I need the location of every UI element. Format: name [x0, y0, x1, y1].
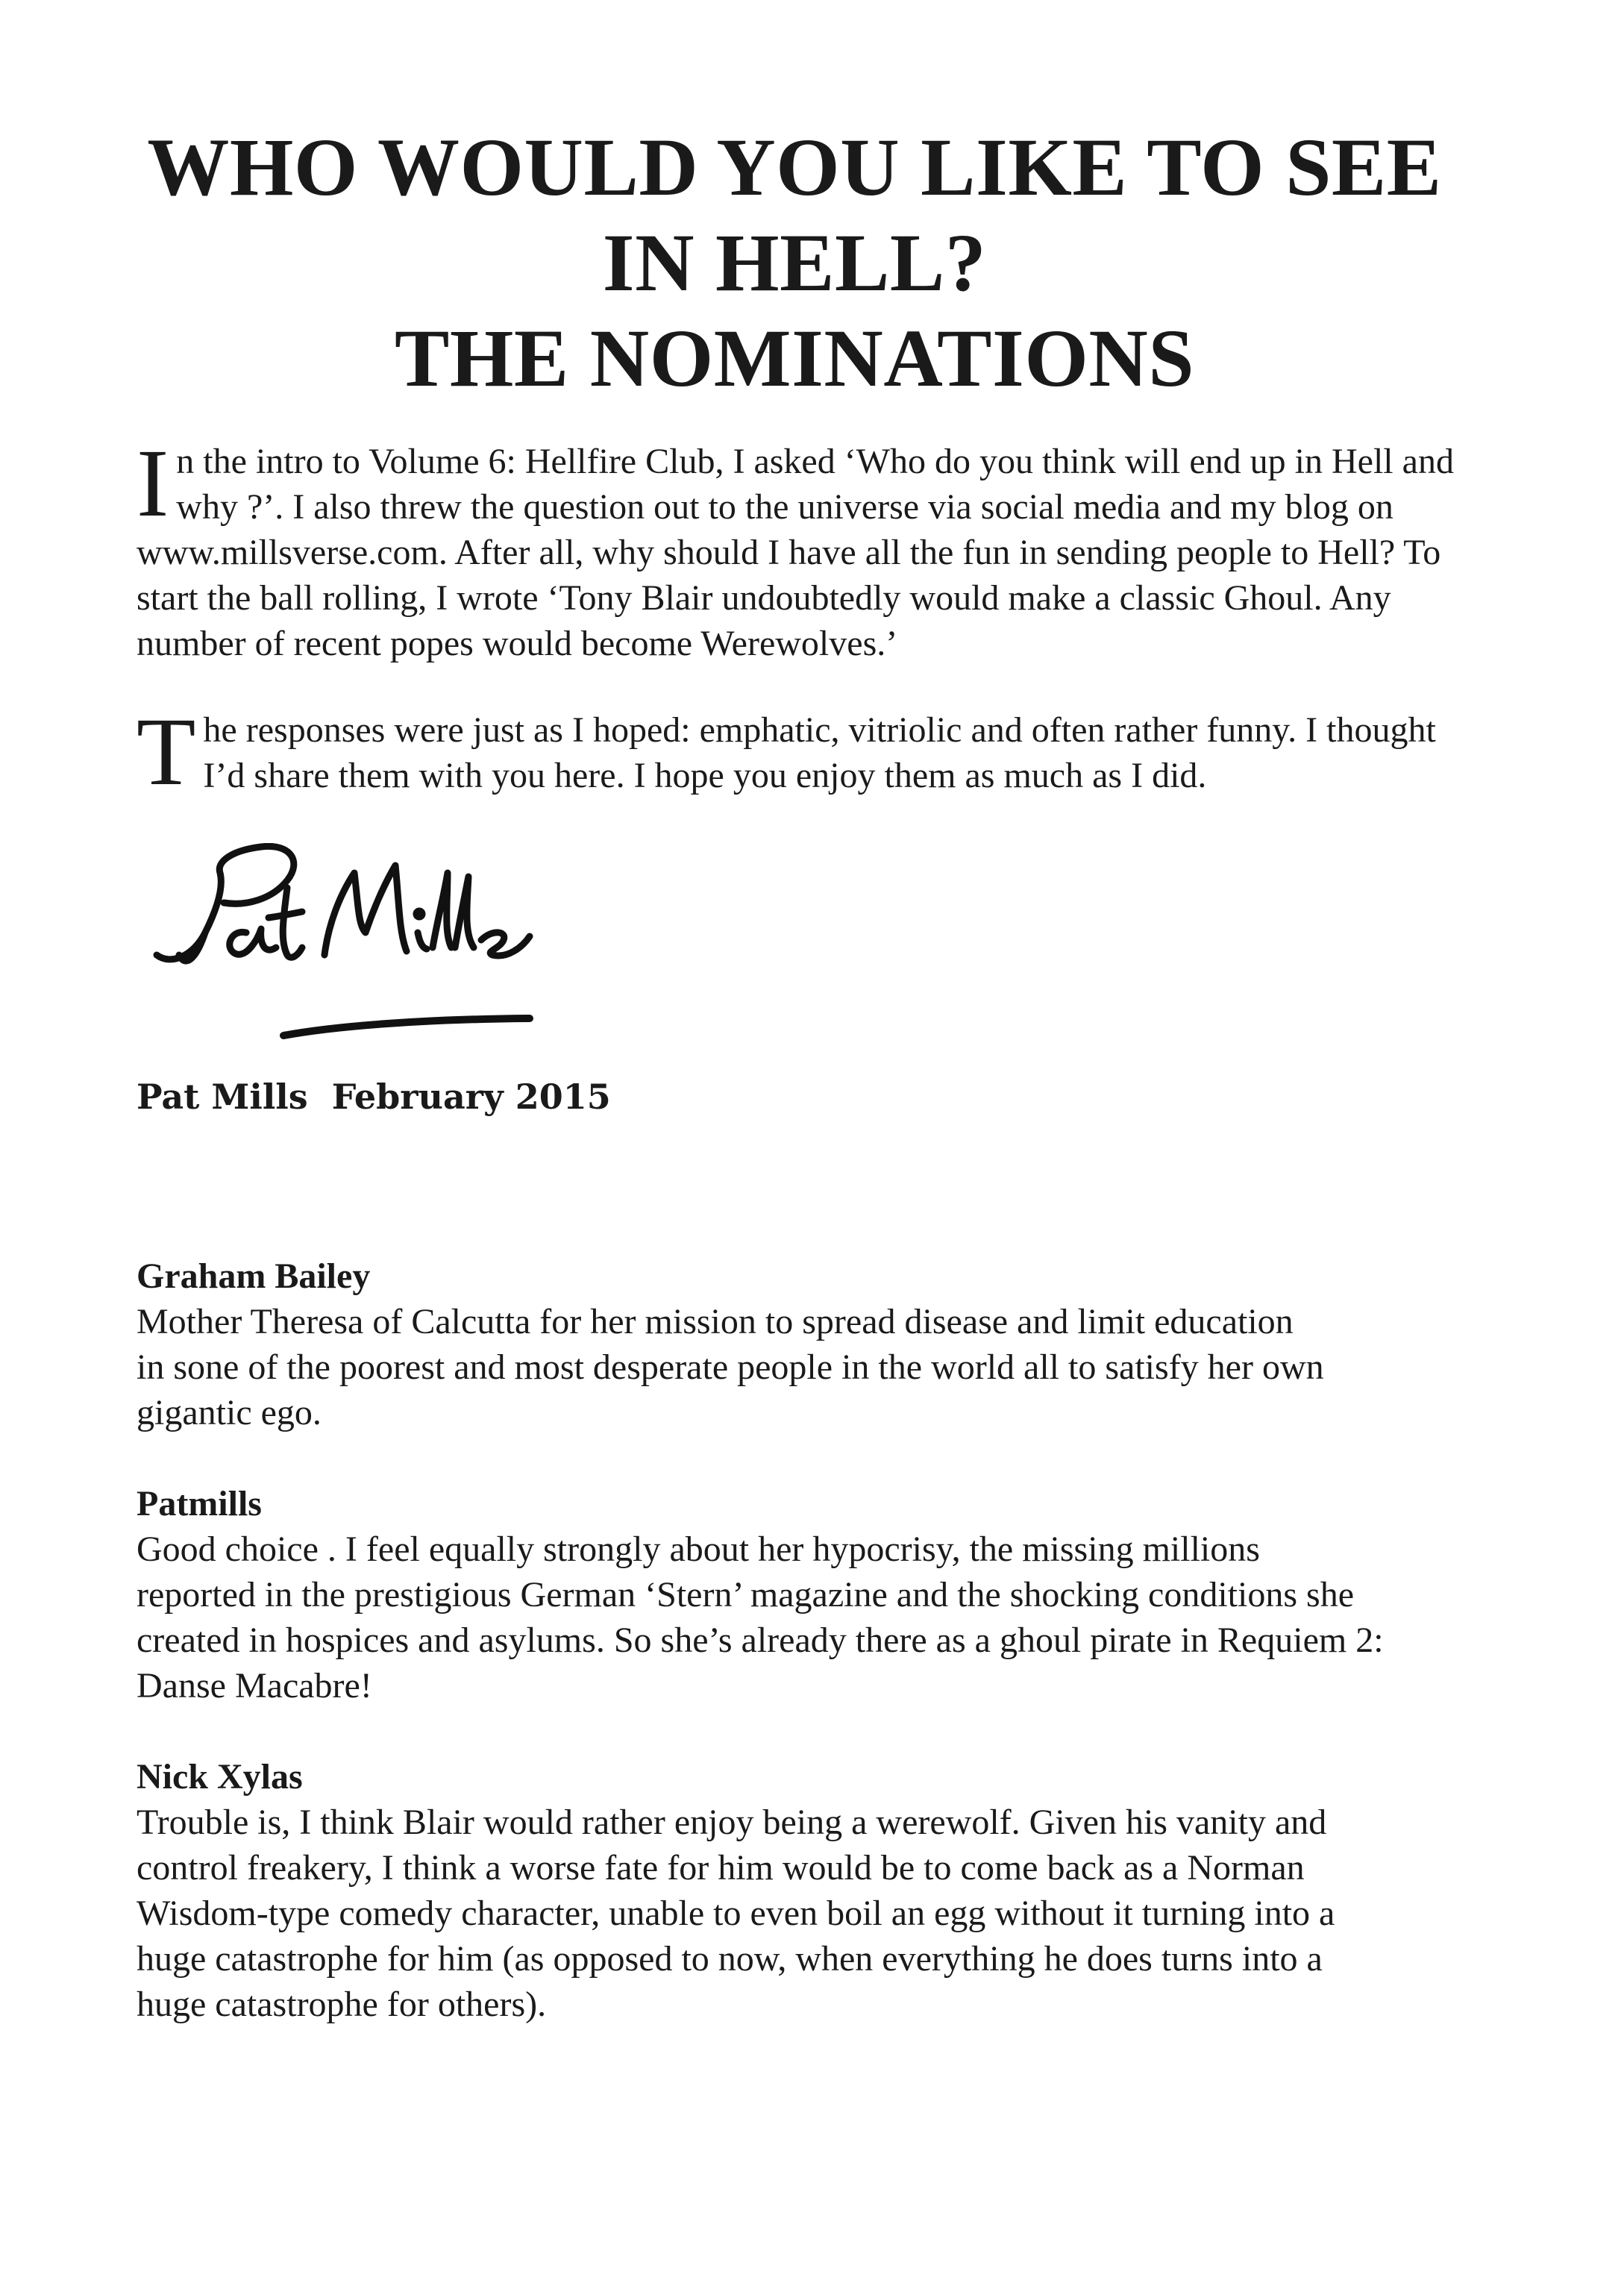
entry-line: Wisdom-type comedy character, unable to even boil an egg without it turning into a	[137, 1894, 1335, 1933]
entry-line: created in hospices and asylums. So she’s already there as a ghoul pirate in Requiem 2:	[137, 1620, 1384, 1660]
entry-author: Graham Bailey	[137, 1256, 371, 1296]
entry-line: gigantic ego.	[137, 1393, 322, 1432]
entry-body	[137, 1526, 1479, 1709]
intro-paragraph-2-text: he responses were just as I hoped: emphatic, vitriolic and often rather funny. I thought I’d share them with you here. I hope you enjoy them as much as I did.	[203, 710, 1436, 795]
entry-author: Patmills	[137, 1484, 262, 1523]
entry-line: Good choice . I feel equally strongly about her hypocrisy, the missing millions	[137, 1529, 1260, 1569]
intro-paragraph-1	[137, 430, 1479, 666]
drop-cap-t: T	[137, 698, 196, 806]
entry-author: Nick Xylas	[137, 1757, 303, 1797]
signature-caption: Pat Mills February 2015	[137, 1077, 611, 1117]
list-item	[137, 1253, 1479, 1435]
entry-body	[137, 1800, 1479, 2027]
drop-cap-i: I	[137, 430, 169, 537]
entry-line: Trouble is, I think Blair would rather enjoy being a werewolf. Given his vanity and	[137, 1803, 1327, 1842]
entry-line: huge catastrophe for him (as opposed to now, when everything he does turns into a	[137, 1939, 1323, 1979]
entry-line: control freakery, I think a worse fate for him would be to come back as a Norman	[137, 1848, 1305, 1888]
entry-line: Mother Theresa of Calcutta for her mission to spread disease and limit education	[137, 1302, 1294, 1341]
nominations-list	[137, 1253, 1479, 2073]
entry-line: reported in the prestigious German ‘Stern’ magazine and the shocking conditions she	[137, 1575, 1354, 1615]
entry-line: huge catastrophe for others).	[137, 1985, 547, 2024]
entry-line: in sone of the poorest and most desperate people in the world all to satisfy her own	[137, 1347, 1324, 1387]
page-title	[104, 119, 1485, 406]
list-item	[137, 1754, 1479, 2027]
title-line-3: THE NOMINATIONS	[395, 313, 1194, 404]
list-item	[137, 1481, 1479, 1709]
entry-line: Danse Macabre!	[137, 1666, 372, 1706]
intro-paragraph-2	[137, 698, 1479, 806]
intro-paragraph-1-text: n the intro to Volume 6: Hellfire Club, I asked ‘Who do you think will end up in Hell and why ?’. I also threw the question out to the universe via social media and my blog on www.millsverse.com. After all, why should I have all the fun in sending people to Hell? To start the ball rolling, I wrote ‘Tony Blair undoubtedly would make a classic Ghoul. Any number of recent popes would become Werewolves.’	[137, 442, 1454, 663]
title-line-1: WHO WOULD YOU LIKE TO SEE	[147, 122, 1442, 213]
handwritten-signature	[142, 843, 559, 1052]
entry-body	[137, 1299, 1479, 1435]
title-line-2: IN HELL?	[602, 217, 987, 308]
